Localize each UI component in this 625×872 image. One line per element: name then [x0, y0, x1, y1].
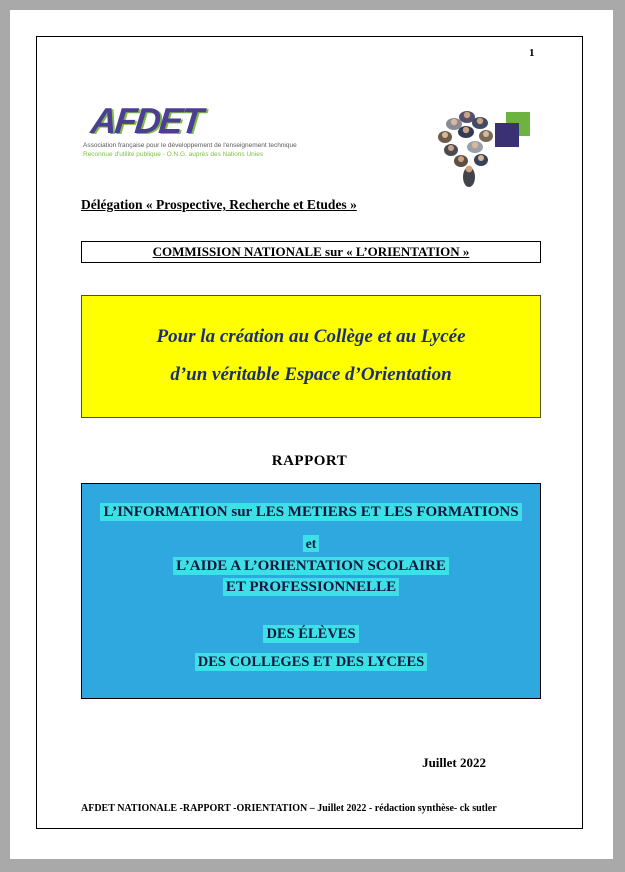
main-title-box	[81, 295, 541, 418]
subject-line-4: ET PROFESSIONNELLE	[82, 579, 540, 596]
logo-tagline: Association française pour le développement de l'enseignement technique	[83, 142, 297, 149]
commission-title-box	[81, 241, 541, 263]
logo-subtitle: Reconnue d'utilité publique - O.N.G. auprès des Nations Unies	[83, 151, 264, 158]
navy-square-graphic	[495, 123, 519, 147]
page-number: 1	[529, 47, 535, 59]
subject-line-5: DES ÉLÈVES	[82, 626, 540, 643]
main-title-line1: Pour la création au Collège et au Lycée	[156, 326, 466, 347]
subject-box	[81, 483, 541, 699]
commission-title-text: COMMISSION NATIONALE sur « L’ORIENTATION »	[152, 244, 470, 259]
document-page	[10, 10, 613, 859]
header-graphic	[436, 103, 576, 213]
rapport-heading: RAPPORT	[271, 453, 348, 469]
afdet-logo	[83, 100, 343, 158]
footer-text: AFDET NATIONALE -RAPPORT -ORIENTATION – Juillet 2022 - rédaction synthèse- ck sutler	[81, 803, 497, 814]
afdet-logo-wordmark: AFDET	[88, 100, 204, 141]
group-photo-image	[436, 107, 502, 191]
delegation-heading: Délégation « Prospective, Recherche et Etudes »	[81, 197, 357, 212]
date-line: Juillet 2022	[422, 755, 486, 770]
page-content-border	[36, 36, 583, 829]
subject-line-6: DES COLLEGES ET DES LYCEES	[82, 654, 540, 671]
subject-line-1: L’INFORMATION sur LES METIERS ET LES FORMATIONS	[82, 504, 540, 521]
subject-line-2: et	[82, 536, 540, 552]
subject-line-3: L’AIDE A L’ORIENTATION SCOLAIRE	[82, 558, 540, 575]
main-title-line2: d’un véritable Espace d’Orientation	[170, 364, 452, 385]
